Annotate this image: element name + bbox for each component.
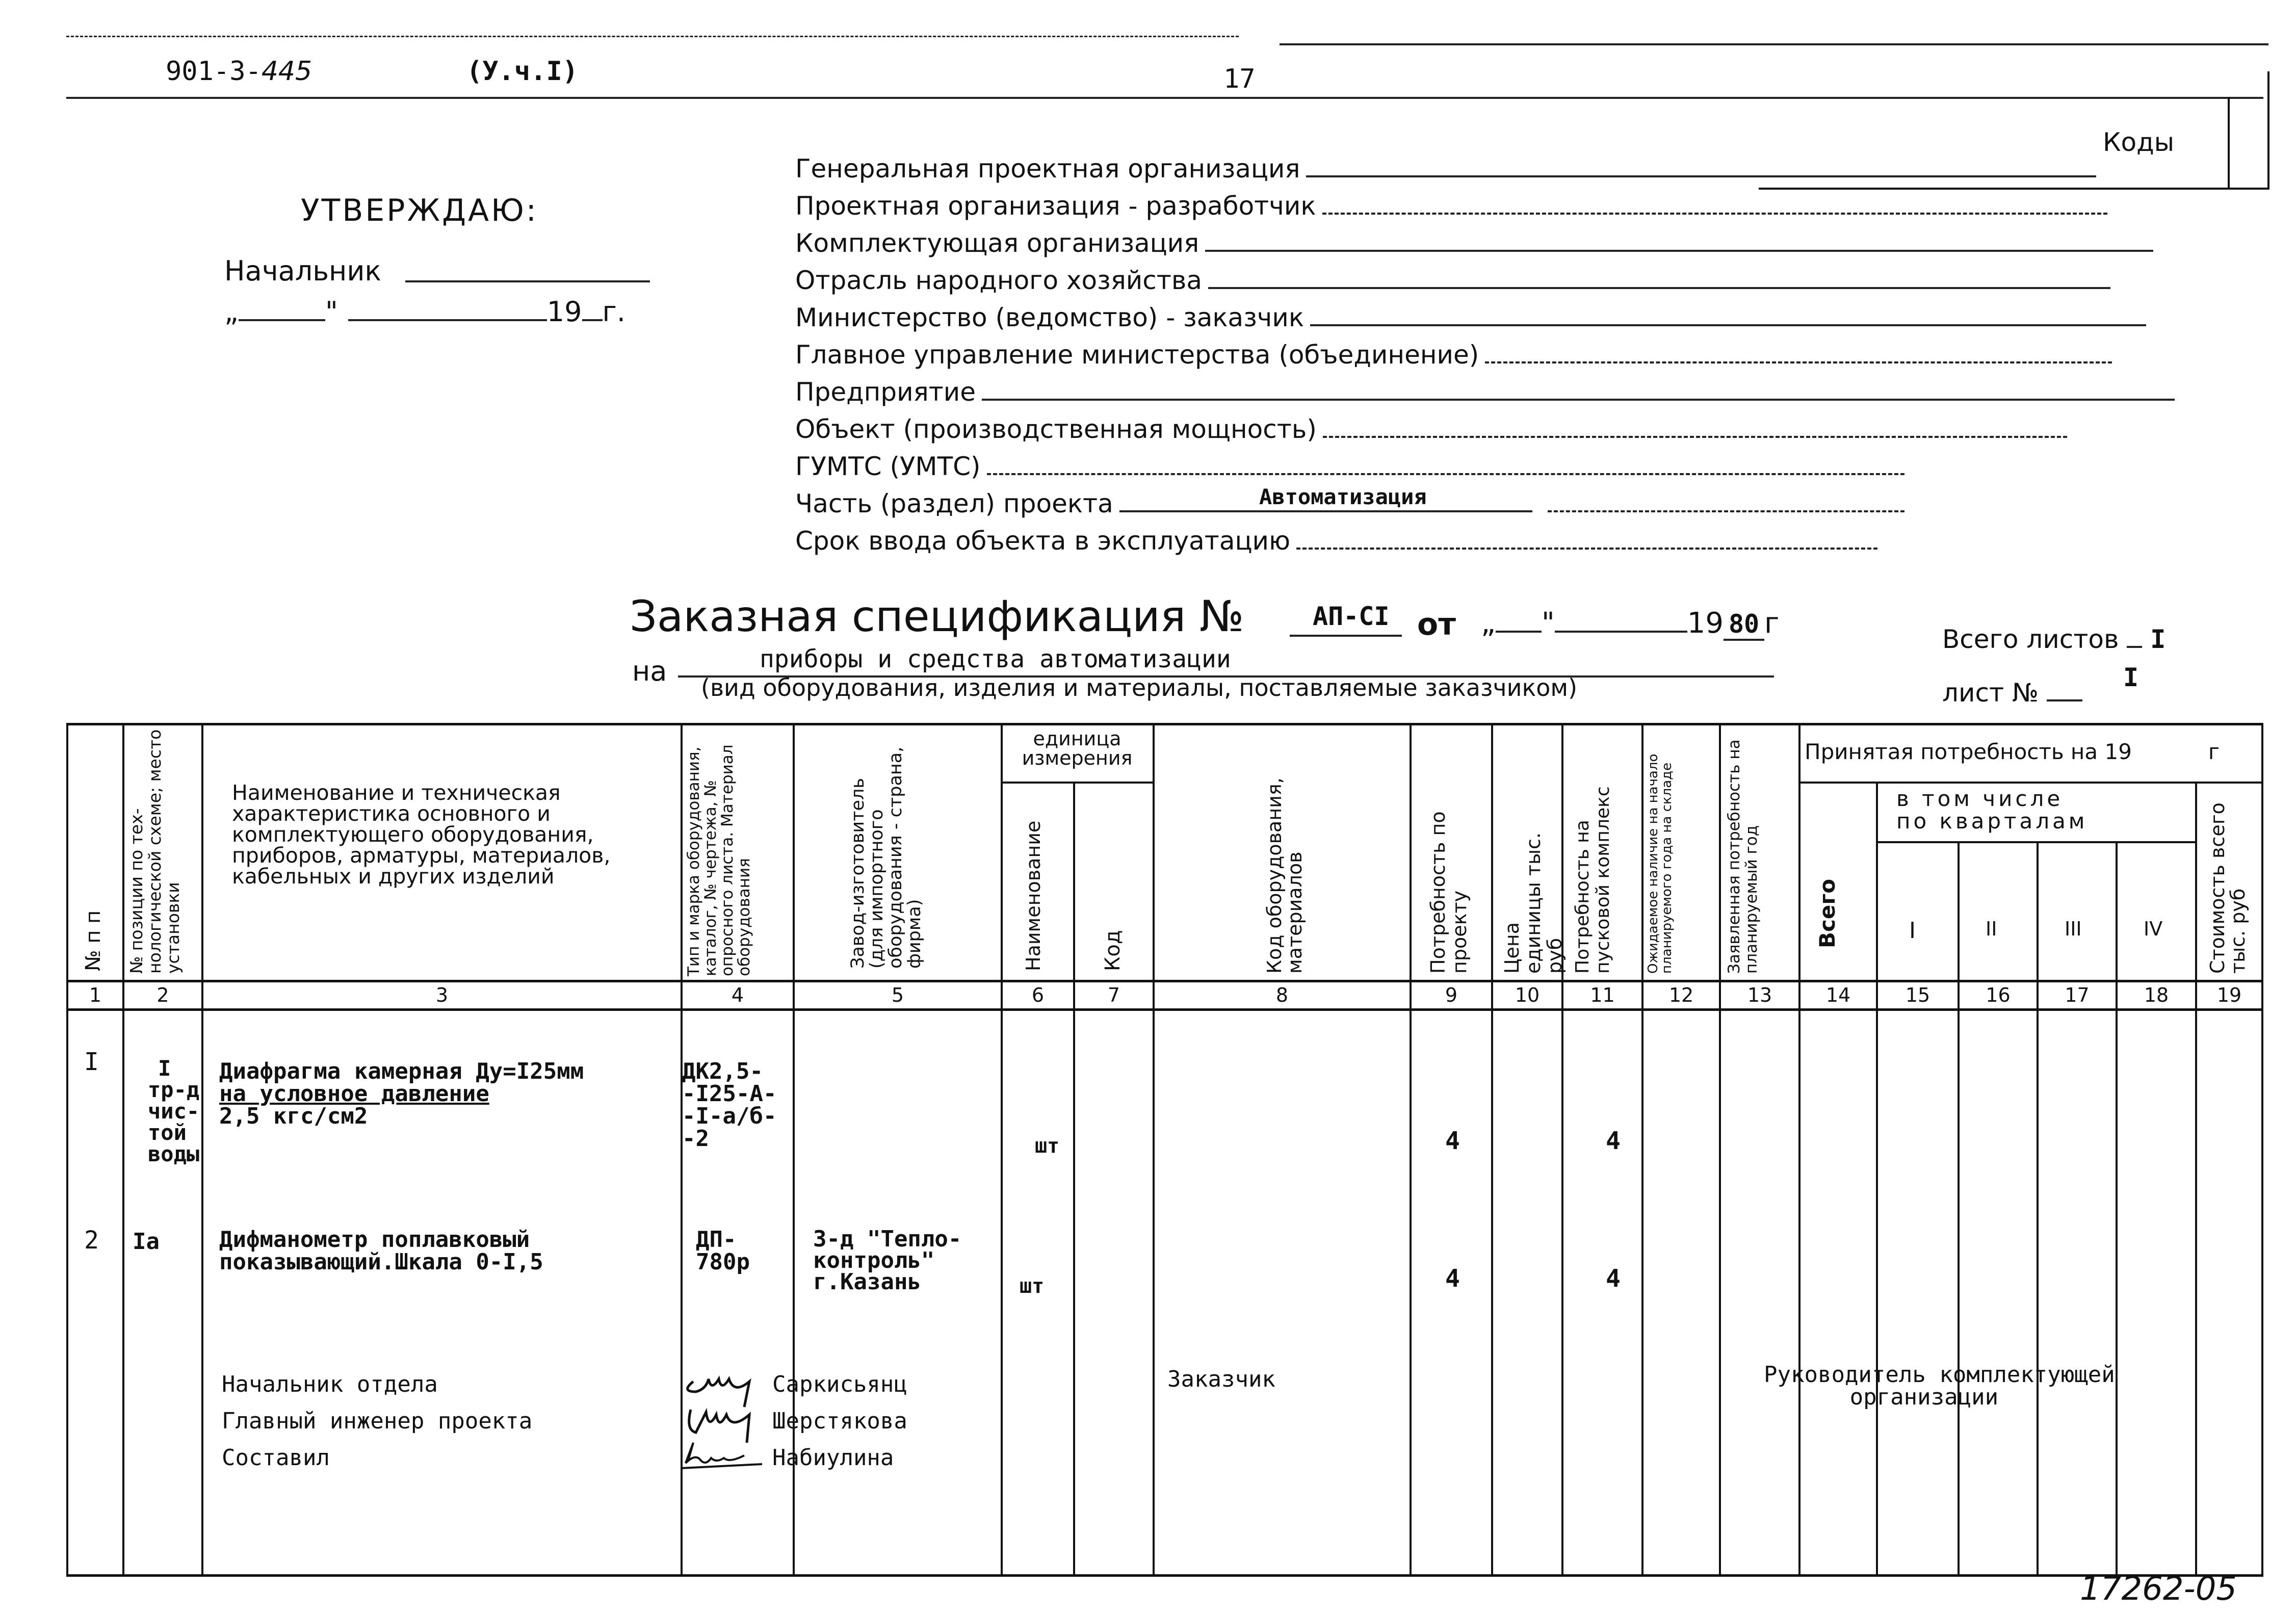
colnum-15: 15 bbox=[1905, 984, 1930, 1006]
org-field-deadline: Срок ввода объекта в эксплуатацию bbox=[795, 523, 2175, 560]
row-qty-project: 4 bbox=[1445, 1127, 1460, 1155]
org-field-enterprise: Предприятие bbox=[795, 374, 2175, 411]
org-field-industry: Отрасль народного хозяйства bbox=[795, 262, 2175, 299]
org-field-gumts: ГУМТС (УМТС) bbox=[795, 448, 2175, 485]
col-border-5 bbox=[1001, 723, 1003, 1575]
header-q2: II bbox=[1986, 918, 1997, 940]
col-border-7 bbox=[1153, 723, 1155, 1575]
header-q3: III bbox=[2065, 918, 2082, 940]
row-number: 2 bbox=[84, 1226, 99, 1255]
col-border-1 bbox=[122, 723, 124, 1575]
spec-on: на bbox=[632, 655, 667, 687]
table-top-line bbox=[66, 723, 2263, 725]
header-npp: № п п bbox=[82, 910, 105, 971]
spec-from: от bbox=[1417, 607, 1456, 642]
spec-title: Заказная спецификация № bbox=[630, 591, 1244, 641]
col-border-6 bbox=[1073, 782, 1075, 1575]
page-number: 17 bbox=[1223, 64, 1256, 94]
colnum-3: 3 bbox=[435, 984, 449, 1006]
sign-customer: Заказчик bbox=[1167, 1366, 1275, 1392]
colnum-19: 19 bbox=[2216, 984, 2242, 1006]
org-field-general: Генеральная проектная организация bbox=[795, 150, 2175, 188]
header-cost: Стоимость всего тыс. руб bbox=[2206, 802, 2249, 974]
table-colnum-bottom bbox=[66, 1008, 2263, 1011]
org-field-supplier: Комплектующая организация bbox=[795, 225, 2175, 262]
header-position: № позиции по тех-нологической схеме; место установки bbox=[126, 729, 183, 974]
signature-names bbox=[772, 1366, 907, 1476]
col-border-2 bbox=[201, 723, 203, 1575]
signature-scribbles bbox=[678, 1361, 780, 1489]
unit-group-line bbox=[1001, 782, 1153, 784]
colnum-10: 10 bbox=[1515, 984, 1540, 1006]
col-border-13 bbox=[1798, 723, 1801, 1575]
header-expected: Ожидаемое наличие на начало планируемого года на складе bbox=[1646, 753, 1675, 974]
col-border-16 bbox=[2037, 841, 2039, 1575]
org-field-ministry: Министерство (ведомство) - заказчик bbox=[795, 299, 2175, 336]
colnum-2: 2 bbox=[156, 984, 169, 1006]
colnum-8: 8 bbox=[1275, 984, 1289, 1006]
row-unit: шт bbox=[1035, 1134, 1060, 1158]
row-maker: З-д "Тепло- контроль" г.Казань bbox=[813, 1226, 962, 1295]
codes-label: Коды bbox=[2103, 127, 2175, 157]
header-total: Всего bbox=[1815, 878, 1840, 948]
colnum-11: 11 bbox=[1590, 984, 1615, 1006]
colnum-6: 6 bbox=[1031, 984, 1045, 1006]
sign-name-2: Шерстякова bbox=[772, 1408, 907, 1434]
spec-subject-caption: (вид оборудования, изделия и материалы, поставляемые заказчиком) bbox=[701, 674, 1578, 701]
table-colnum-top bbox=[66, 980, 2263, 982]
col-border-17 bbox=[2116, 841, 2118, 1575]
sheet-number: лист № bbox=[1942, 678, 2082, 708]
header-type: Тип и марка оборудования, каталог, № чертежа, № опросного листа. Материал оборудования bbox=[685, 744, 753, 976]
total-sheets: Всего листов I bbox=[1942, 624, 2166, 654]
approval-title: УТВЕРЖДАЮ: bbox=[301, 193, 539, 228]
row-type: ДП- 780р bbox=[696, 1227, 750, 1275]
colnum-5: 5 bbox=[891, 984, 904, 1006]
org-field-object: Объект (производственная мощность) bbox=[795, 411, 2175, 448]
col-border-15 bbox=[1958, 841, 1960, 1575]
row-unit: шт bbox=[1020, 1274, 1045, 1298]
row-name: Дифманометр поплавковый показывающий.Шкала 0-I,5 bbox=[219, 1227, 543, 1275]
header-declared: Заявленная потребность на планируемый год bbox=[1725, 739, 1761, 974]
header-qty-project: Потребность по проекту bbox=[1427, 811, 1471, 974]
row-name: Диафрагма камерная Ду=I25мм на условное давление 2,5 кгс/см2 bbox=[219, 1058, 584, 1129]
row-qty-launch: 4 bbox=[1606, 1264, 1621, 1293]
doc-code: 901-3-445 bbox=[166, 56, 312, 87]
colnum-4: 4 bbox=[731, 984, 744, 1006]
doc-code-handwritten: 445 bbox=[261, 56, 312, 87]
sign-name-1: Саркисьянц bbox=[772, 1371, 907, 1397]
header-maker: Завод-изготовитель (для импортного оборудования - страна, фирма) bbox=[848, 746, 925, 969]
approval-chief: Начальник bbox=[224, 255, 382, 287]
header-qty-launch: Потребность на пусковой комплекс bbox=[1572, 786, 1613, 974]
header-equip-code: Код оборудования, материалов bbox=[1263, 777, 1306, 974]
row-type: ДК2,5- -I25-А- -I-а/б- -2 bbox=[682, 1058, 777, 1152]
row-qty-project: 4 bbox=[1445, 1264, 1460, 1293]
col-border-12 bbox=[1719, 723, 1721, 1575]
scribble-1 bbox=[688, 1379, 749, 1407]
header-accepted: Принятая потребность на 19 г bbox=[1805, 739, 2220, 764]
sheet-number-value: I bbox=[2123, 663, 2139, 692]
colnum-17: 17 bbox=[2065, 984, 2090, 1006]
header-unit-group: единица измерения bbox=[1022, 727, 1133, 769]
header-q4: IV bbox=[2144, 918, 2163, 940]
col-border-0 bbox=[66, 723, 68, 1575]
table-bottom-line bbox=[66, 1574, 2263, 1577]
row-position: I тр-д чис- той воды bbox=[148, 1056, 200, 1166]
row-number: I bbox=[84, 1048, 99, 1076]
colnum-18: 18 bbox=[2144, 984, 2169, 1006]
sign-compiled: Составил bbox=[222, 1445, 330, 1471]
col-border-19 bbox=[2261, 723, 2263, 1575]
header-unit-code: Код bbox=[1101, 930, 1125, 971]
colnum-16: 16 bbox=[1986, 984, 2011, 1006]
header-unit-name: Наименование bbox=[1022, 820, 1045, 971]
org-field-department: Главное управление министерства (объединение) bbox=[795, 336, 2175, 374]
header-incl: в том числе по кварталам bbox=[1896, 786, 2088, 834]
colnum-9: 9 bbox=[1445, 984, 1458, 1006]
org-field-designer: Проектная организация - разработчик bbox=[795, 188, 2175, 225]
colnum-13: 13 bbox=[1747, 984, 1772, 1006]
scribble-2 bbox=[689, 1410, 749, 1443]
approval-date: „ " 19 г. bbox=[224, 296, 626, 328]
col-border-14 bbox=[1876, 782, 1878, 1575]
header-q1: I bbox=[1909, 918, 1916, 944]
scribble-3 bbox=[681, 1443, 762, 1468]
header-name: Наименование и техническая характеристика основного и комплектующего оборудования, приборов, арматуры, материалов, кабельных и других изделий bbox=[232, 780, 611, 889]
footer-code: 17262-05 bbox=[2080, 1570, 2237, 1608]
col-border-18 bbox=[2195, 782, 2197, 1575]
col-border-11 bbox=[1641, 723, 1643, 1575]
sign-name-3: Набиулина bbox=[772, 1445, 894, 1471]
sign-head-dept: Начальник отдела bbox=[222, 1371, 438, 1397]
signature-block bbox=[222, 1366, 532, 1476]
spec-date: „ " 19 80 г bbox=[1481, 607, 1780, 640]
section-value: Автоматизация bbox=[1259, 484, 1427, 509]
colnum-1: 1 bbox=[89, 984, 102, 1006]
col-border-8 bbox=[1410, 723, 1412, 1575]
row-qty-launch: 4 bbox=[1606, 1127, 1621, 1155]
sign-supplier: Руководитель комплектующей организации bbox=[1764, 1362, 2115, 1410]
org-field-section: Часть (раздел) проекта bbox=[795, 485, 2175, 523]
spec-number: АП-CI bbox=[1313, 602, 1390, 631]
colnum-12: 12 bbox=[1668, 984, 1694, 1006]
spec-subject: приборы и средства автоматизации bbox=[760, 645, 1231, 673]
sign-chief-eng: Главный инженер проекта bbox=[222, 1408, 533, 1434]
colnum-14: 14 bbox=[1825, 984, 1851, 1006]
col-border-9 bbox=[1491, 723, 1493, 1575]
row-position: Iа bbox=[133, 1229, 160, 1255]
header-price: Цена единицы тыс. руб bbox=[1501, 832, 1566, 974]
colnum-7: 7 bbox=[1107, 984, 1120, 1006]
part-label: (У.ч.I) bbox=[466, 56, 579, 87]
accepted-line bbox=[1799, 782, 2263, 784]
